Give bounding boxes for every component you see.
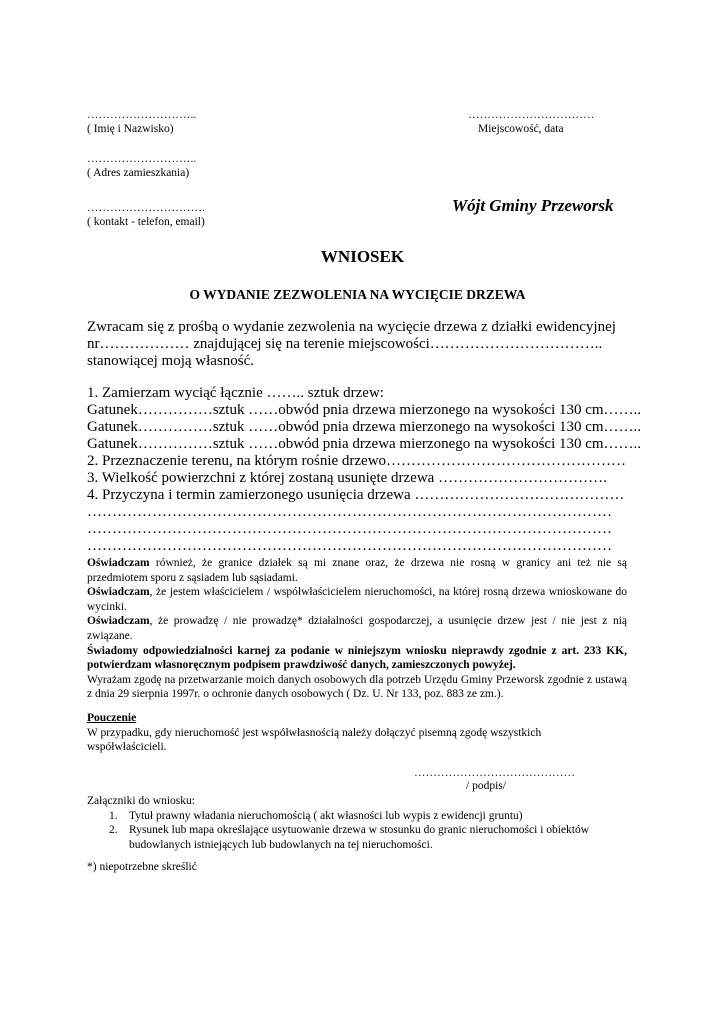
footnote: *) niepotrzebne skreślić: [87, 861, 197, 873]
intro-paragraph: [87, 319, 627, 370]
place-date-dots: ……………………………: [468, 109, 595, 121]
document-subtitle: O WYDANIE ZEZWOLENIA NA WYCIĘCIE DRZEWA: [189, 287, 526, 302]
declarations-block: [87, 556, 627, 702]
item-2: 2. Przeznaczenie terenu, na którym rośnie drzewo…………………………………………: [87, 453, 627, 469]
intro-line-1: Zwracam się z prośbą o wydanie zezwolenia na wycięcie drzewa z działki ewidencyjnej: [87, 319, 616, 335]
attachment-number: 1.: [109, 809, 118, 822]
gatunek-line: Gatunek……………sztuk ……obwód pnia drzewa mierzonego na wysokości 130 cm……..: [87, 402, 642, 418]
item-3: 3. Wielkość powierzchni z której zostaną usunięte drzewa …………………………….: [87, 470, 607, 486]
intro-line-3: stanowiącej moją własność.: [87, 353, 255, 369]
dotted-line: ……………………………………………………………………………………………: [87, 538, 612, 554]
attachments-heading: Załączniki do wniosku:: [87, 795, 195, 807]
dotted-line: ……………………………………………………………………………………………: [87, 521, 612, 537]
pouczenie-block: [87, 711, 627, 755]
intro-line-2: nr……………… znajdującej się na terenie miejscowości……………………………..: [87, 336, 603, 352]
gatunek-line: Gatunek……………sztuk ……obwód pnia drzewa mierzonego na wysokości 130 cm……..: [87, 419, 642, 435]
place-date-label: Miejscowość, data: [478, 123, 564, 135]
addressee: Wójt Gminy Przeworsk: [452, 196, 614, 215]
declaration-liability: Świadomy odpowiedzialności karnej za podanie w niniejszym wniosku nieprawdy zgodnie z art. 233 KK, potwierdzam własnoręcznym podpisem prawdziwość danych, zamieszczonych powyżej.: [87, 644, 627, 672]
document-title: WNIOSEK: [320, 247, 405, 266]
declaration-keyword: Oświadczam: [87, 557, 150, 569]
declaration-keyword: Oświadczam: [87, 586, 150, 599]
name-dots: ………………………..: [87, 109, 197, 121]
gatunek-line: Gatunek……………sztuk ……obwód pnia drzewa mierzonego na wysokości 130 cm……..: [87, 436, 642, 452]
item-4: 4. Przyczyna i termin zamierzonego usunięcia drzewa ……………………………………: [87, 487, 625, 503]
declaration-data-consent: Wyrażam zgodę na przetwarzanie moich danych osobowych dla potrzeb Urzędu Gminy Przeworsk zgodnie z ustawą z dnia 29 sierpnia 1997r. o ochronie danych osobowych ( Dz. U. Nr 133, poz. 883 ze zm.).: [87, 673, 627, 701]
dotted-line: ……………………………………………………………………………………………: [87, 504, 612, 520]
declaration-text: , że prowadzę / nie prowadzę* działalności gospodarczej, a usunięcie drzew jest / nie jest z nią związane.: [87, 615, 627, 642]
name-label: ( Imię i Nazwisko): [87, 123, 174, 135]
signature-label: / podpis/: [466, 780, 506, 792]
pouczenie-heading: Pouczenie: [87, 712, 137, 724]
item-1: 1. Zamierzam wyciąć łącznie …….. sztuk drzew:: [87, 385, 384, 401]
declaration-boundaries: [87, 556, 627, 585]
attachment-text: Rysunek lub mapa określające usytuowanie drzewa w stosunku do granic nieruchomości i obiektów budowlanych istniejących lub budowlanych na tej nieruchomości.: [129, 824, 590, 851]
signature-dots: ……………………………………: [414, 767, 575, 779]
attachment-number: 2.: [109, 824, 118, 837]
pouczenie-text: W przypadku, gdy nieruchomość jest współwłasnością należy dołączyć pisemną zgodę wszystkich współwłaścicieli.: [87, 726, 542, 754]
address-dots: ………………………..: [87, 153, 197, 165]
declaration-keyword: Oświadczam: [87, 615, 150, 628]
address-label: ( Adres zamieszkania): [87, 167, 190, 179]
declaration-text: , że jestem właścicielem / współwłaścicielem nieruchomości, na której rosną drzewa wnioskowane do wycinki.: [87, 586, 627, 613]
attachment-item: [87, 823, 629, 852]
contact-label: ( kontakt - telefon, email): [87, 216, 205, 228]
attachment-item: [87, 809, 627, 824]
contact-dots: ………………………….: [87, 202, 205, 214]
attachment-text: Tytuł prawny władania nieruchomością ( akt własności lub wypis z ewidencji gruntu): [129, 809, 523, 822]
items-block: [87, 385, 642, 555]
declaration-ownership: [87, 585, 627, 614]
attachments-block: [87, 794, 627, 852]
declaration-text: również, że granice działek są mi znane oraz, że drzewa nie rosną w granicy ani też nie są przedmiotem sporu z sąsiadem lub sąsiadami.: [87, 557, 627, 584]
declaration-business: [87, 614, 627, 643]
